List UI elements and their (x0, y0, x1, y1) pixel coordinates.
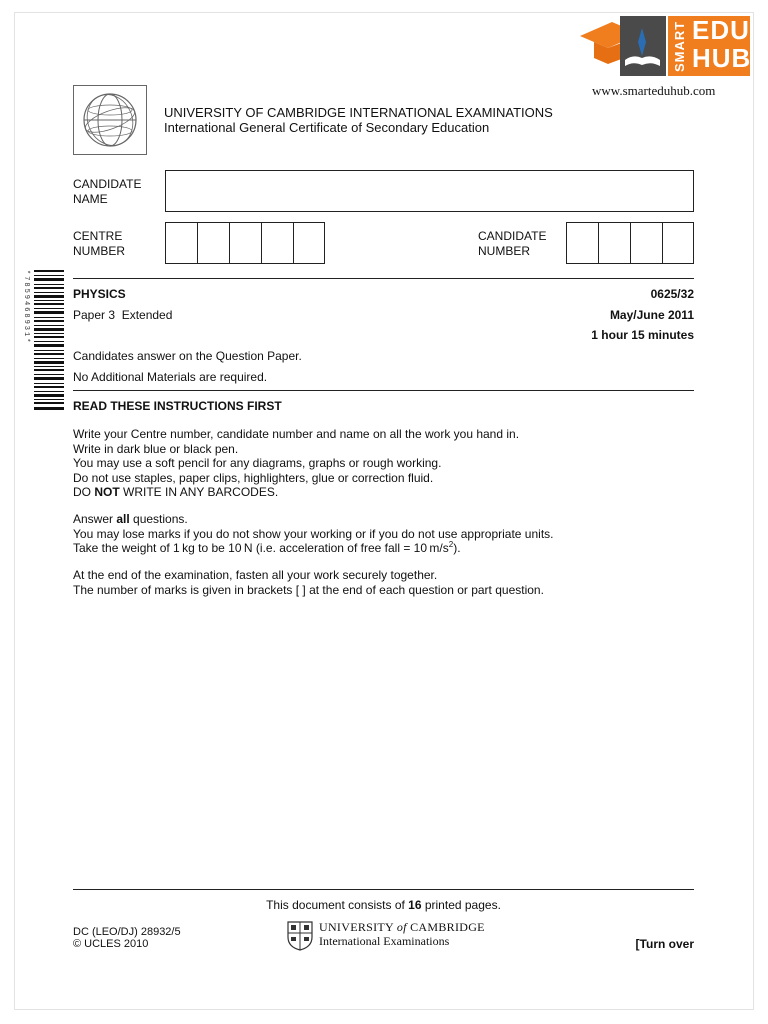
instruction-line: Write your Centre number, candidate number and name on all the work you hand in. (73, 427, 520, 441)
instruction-line-weight: Take the weight of 1 kg to be 10 N (i.e. acceleration of free fall = 10 $m/s^2$). (73, 540, 461, 555)
instructions-block-1 (73, 427, 693, 499)
website-link[interactable]: www.smarteduhub.com (592, 83, 716, 98)
logo-word-edu: EDU (692, 15, 750, 45)
certificate-title: International General Certificate of Secondary Education (164, 120, 490, 135)
divider (73, 278, 694, 279)
instructions-block-2 (73, 512, 693, 555)
divider (73, 889, 694, 890)
exam-board-title: UNIVERSITY OF CAMBRIDGE INTERNATIONAL EXAMINATIONS (164, 105, 553, 120)
logo-side-word: SMART (672, 20, 687, 72)
instruction-line: You may lose marks if you do not show your working or if you do not use appropriate units. (73, 526, 554, 541)
barcode (34, 270, 64, 410)
centre-number-field[interactable] (165, 222, 325, 264)
smart-edu-hub-logo (578, 8, 754, 80)
logo-word-hub: HUB (692, 43, 752, 73)
materials-line-2: No Additional Materials are required. (73, 370, 268, 384)
centre-number-label-1: CENTRE (73, 229, 123, 243)
instruction-line: Do not use staples, paper clips, highlighters, glue or correction fluid. (73, 470, 434, 485)
instruction-line: You may use a soft pencil for any diagrams, graphs or rough working. (73, 456, 442, 470)
instructions-block-3 (73, 568, 693, 597)
instruction-line: The number of marks is given in brackets [ ] at the end of each question or part question. (73, 582, 544, 597)
paper-title: Paper 3 Extended (73, 308, 173, 322)
exam-session: May/June 2011 (609, 308, 694, 322)
cambridge-wordmark-line-1: UNIVERSITY of CAMBRIDGE (319, 920, 485, 934)
page-count-note: This document consists of 16 printed pages. (266, 898, 501, 912)
document-reference: DC (LEO/DJ) 28932/5 (73, 926, 181, 938)
turn-over-note: [Turn over (635, 937, 694, 951)
barcode-digits: *7859468931* (22, 270, 30, 345)
syllabus-code: 0625/32 (650, 287, 694, 301)
materials-line-1: Candidates answer on the Question Paper. (73, 349, 302, 363)
divider (73, 390, 694, 391)
instruction-line-barcodes: DO NOT WRITE IN ANY BARCODES. (73, 485, 279, 499)
instruction-line: At the end of the examination, fasten all your work securely together. (73, 568, 438, 582)
cambridge-crest-icon (287, 921, 313, 951)
candidate-number-field[interactable] (566, 222, 694, 264)
candidate-name-label-2: NAME (73, 192, 108, 206)
centre-number-label-2: NUMBER (73, 244, 126, 258)
cie-globe-logo (73, 85, 147, 155)
candidate-number-label-1: CANDIDATE (478, 229, 547, 243)
cambridge-wordmark-line-2: International Examinations (319, 934, 450, 948)
subject-title: PHYSICS (73, 287, 126, 301)
instruction-line: Write in dark blue or black pen. (73, 441, 239, 456)
instruction-line-answer: Answer all questions. (73, 512, 188, 526)
instructions-heading: READ THESE INSTRUCTIONS FIRST (73, 399, 282, 413)
candidate-name-label-1: CANDIDATE (73, 177, 142, 191)
globe-icon (74, 86, 146, 154)
exam-page (14, 12, 754, 1010)
exam-duration: 1 hour 15 minutes (591, 328, 694, 342)
candidate-number-label-2: NUMBER (478, 244, 531, 258)
copyright: © UCLES 2010 (73, 938, 149, 950)
candidate-name-field[interactable] (165, 170, 694, 212)
